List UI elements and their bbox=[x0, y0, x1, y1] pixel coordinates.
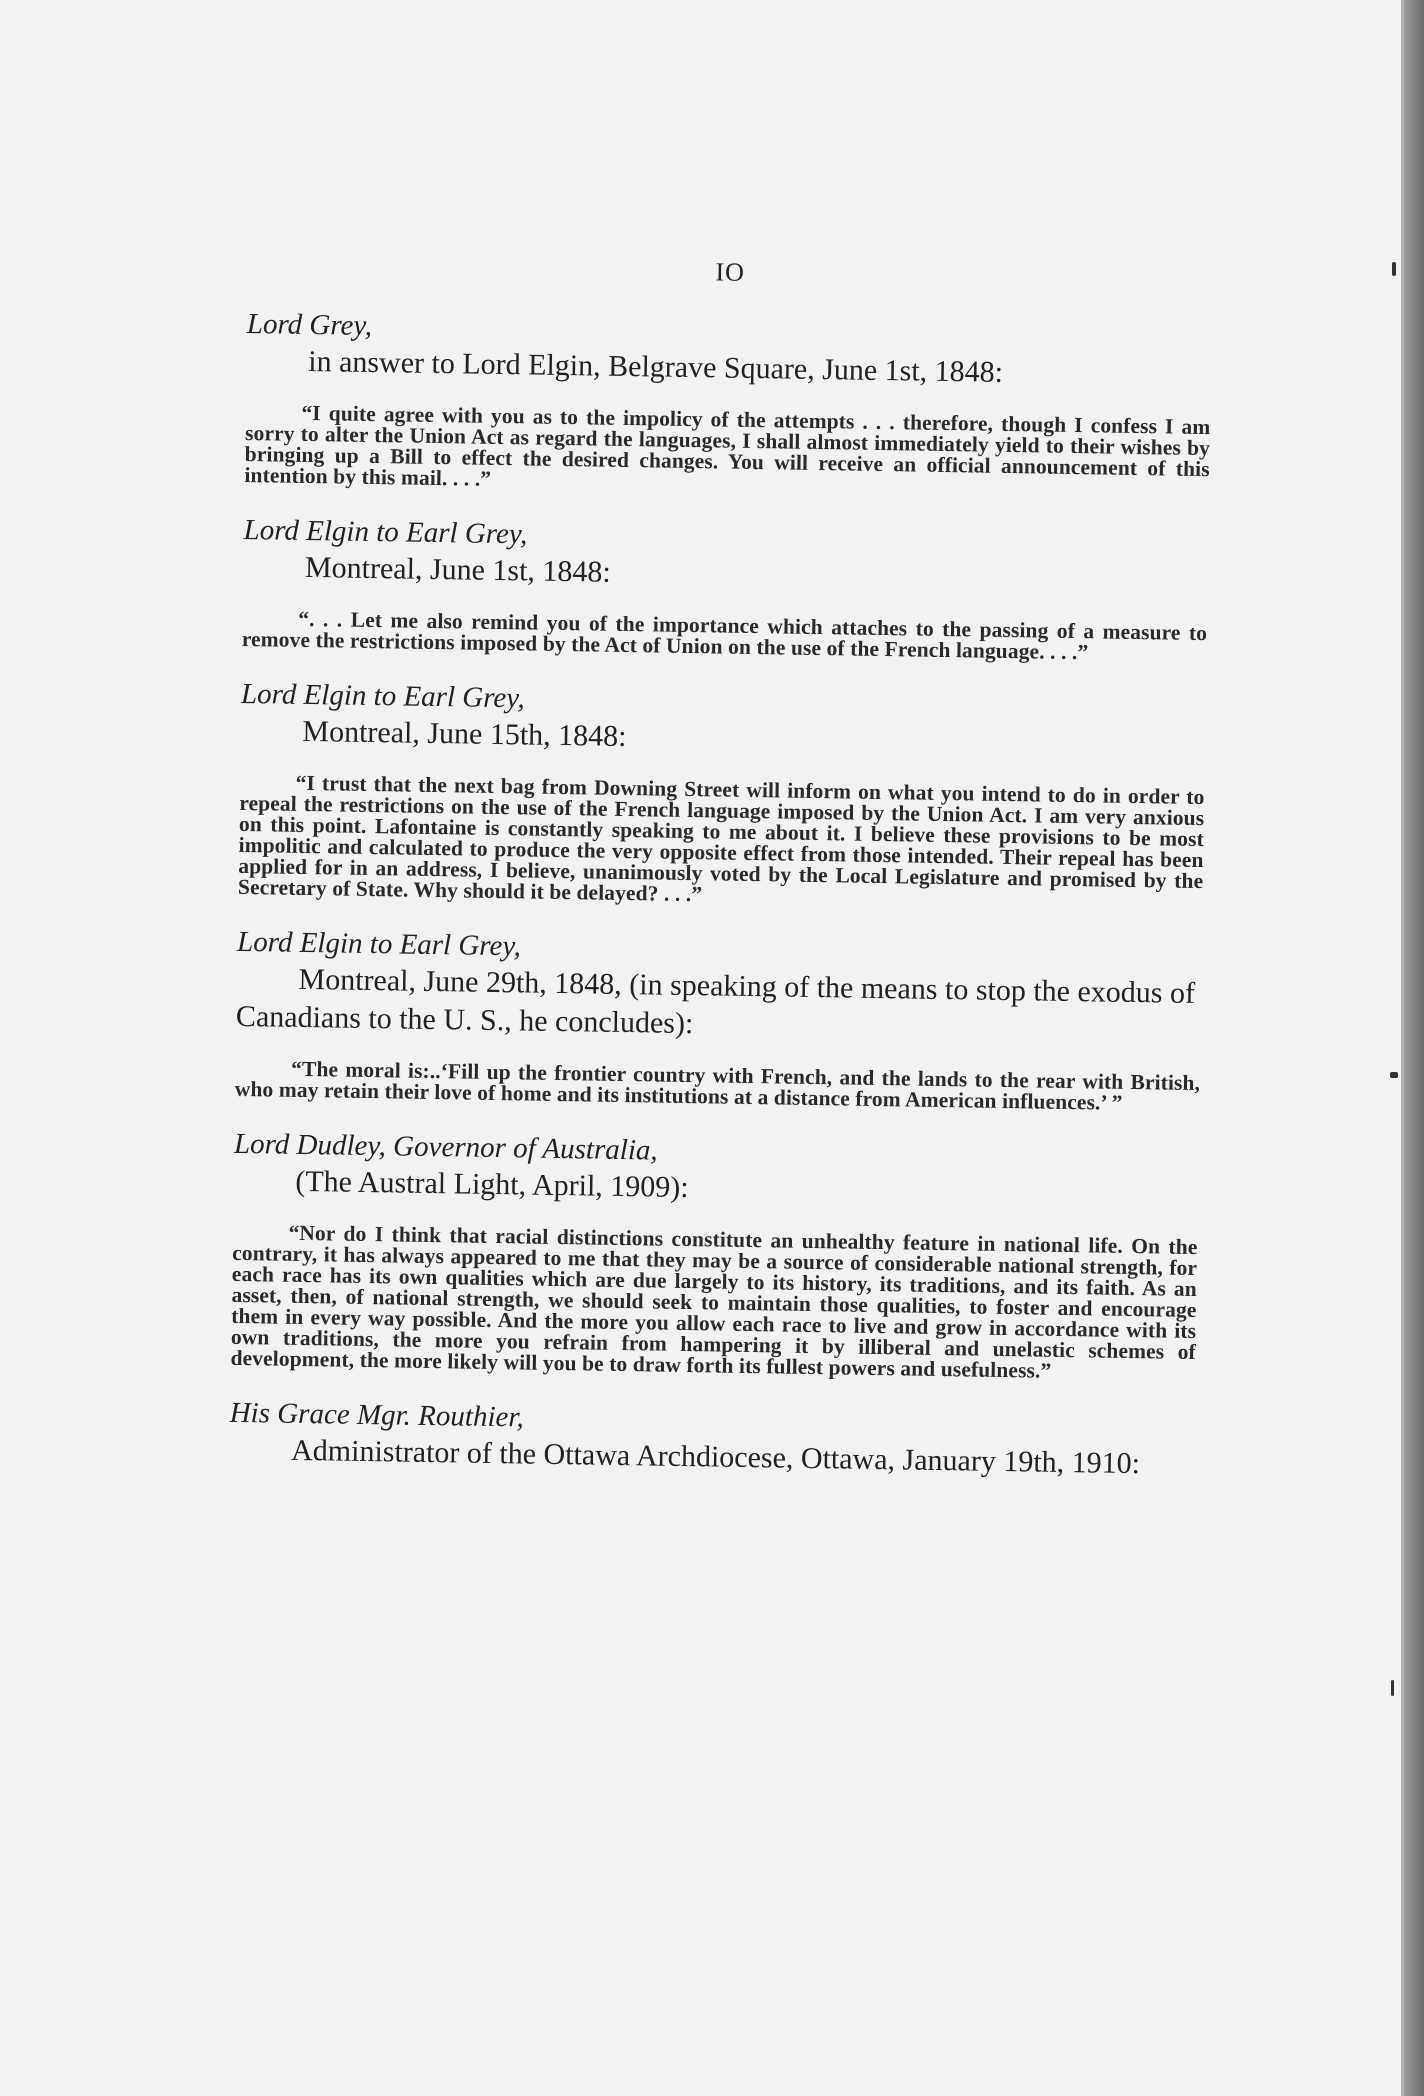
section-heading: Lord Dudley, Governor of Australia, bbox=[233, 1127, 658, 1167]
page-content bbox=[228, 250, 1212, 1510]
section-quote: “The moral is:..‘Fill up the frontier country with French, and the lands to the rear with British, who may retain their love of home and its institutions at a distance from American influences.’ ” bbox=[234, 1056, 1201, 1115]
section-subheading: Administrator of the Ottawa Archdiocese, Ottawa, January 19th, 1910: bbox=[290, 1433, 1141, 1481]
section-heading: His Grace Mgr. Routhier, bbox=[229, 1396, 524, 1434]
section-subheading: (The Austral Light, April, 1909): bbox=[295, 1164, 689, 1205]
scan-speck bbox=[1390, 1072, 1398, 1078]
section-elgin-june-1 bbox=[242, 512, 1209, 665]
section-quote: “Nor do I think that racial distinctions constitute an unhealthy feature in national life. On the contrary, it has always appeared to me that they may be a source of considerable national strength, for each race has its own qualities which are due largely to its history, its traditions, and its faith. As an asset, then, of national strength, we should seek to maintain those qualities, to foster and encourage them in every way possible. And the more you allow each race to live and grow in accordance with its own traditions, the more you refrain from hampering it by illiberal and unelastic schemes of development, the more likely will you be to draw forth its fullest powers and usefulness.” bbox=[230, 1220, 1198, 1383]
section-quote: “I quite agree with you as to the impolicy of the attempts . . . therefore, though I confess I am sorry to alter the Union Act as regard the languages, I shall almost immediately yield to their wishes by bringing up a Bill to effect the desired changes. You will receive an official announcement of this intention by this mail. . . .” bbox=[244, 400, 1211, 491]
scan-speck bbox=[1391, 1680, 1394, 1696]
section-elgin-june-15 bbox=[238, 676, 1206, 913]
section-lord-dudley bbox=[230, 1126, 1199, 1384]
section-lord-grey bbox=[244, 306, 1212, 501]
section-quote: “. . . Let me also remind you of the importance which attaches to the passing of a measure to remove the restrictions imposed by the Act of Union on the use of the French language. . . .” bbox=[241, 606, 1208, 665]
page-number: IO bbox=[715, 257, 746, 287]
section-heading: Lord Grey, bbox=[246, 307, 373, 342]
book-binding-edge bbox=[1404, 0, 1424, 2096]
section-heading: Lord Elgin to Earl Grey, bbox=[236, 925, 522, 963]
section-heading: Lord Elgin to Earl Grey, bbox=[243, 513, 528, 551]
section-mgr-routhier bbox=[229, 1395, 1195, 1484]
section-subheading: Montreal, June 29th, 1848, (in speaking of the means to stop the exodus of Canadians to the U. S., he concludes): bbox=[235, 962, 1196, 1041]
scan-speck bbox=[1392, 262, 1396, 276]
section-heading: Lord Elgin to Earl Grey, bbox=[240, 677, 526, 715]
section-subheading: Montreal, June 1st, 1848: bbox=[304, 550, 612, 589]
section-subheading: in answer to Lord Elgin, Belgrave Square, June 1st, 1848: bbox=[307, 344, 1004, 389]
section-subheading: Montreal, June 15th, 1848: bbox=[302, 714, 627, 754]
section-elgin-june-29 bbox=[235, 924, 1203, 1115]
section-quote: “I trust that the next bag from Downing Street will inform on what you intend to do in order to repeal the restrictions on the use of the French language imposed by the Union Act. I am very anxious on this point. Lafontaine is constantly speaking to me about it. I believe these provisions to be most impolitic and calculated to produce the very opposite effect from those intended. Their repeal has been applied for in an address, I believe, unanimously voted by the Local Legislature and promised by the Secretary of State. Why should it be delayed? . . .” bbox=[237, 770, 1205, 907]
